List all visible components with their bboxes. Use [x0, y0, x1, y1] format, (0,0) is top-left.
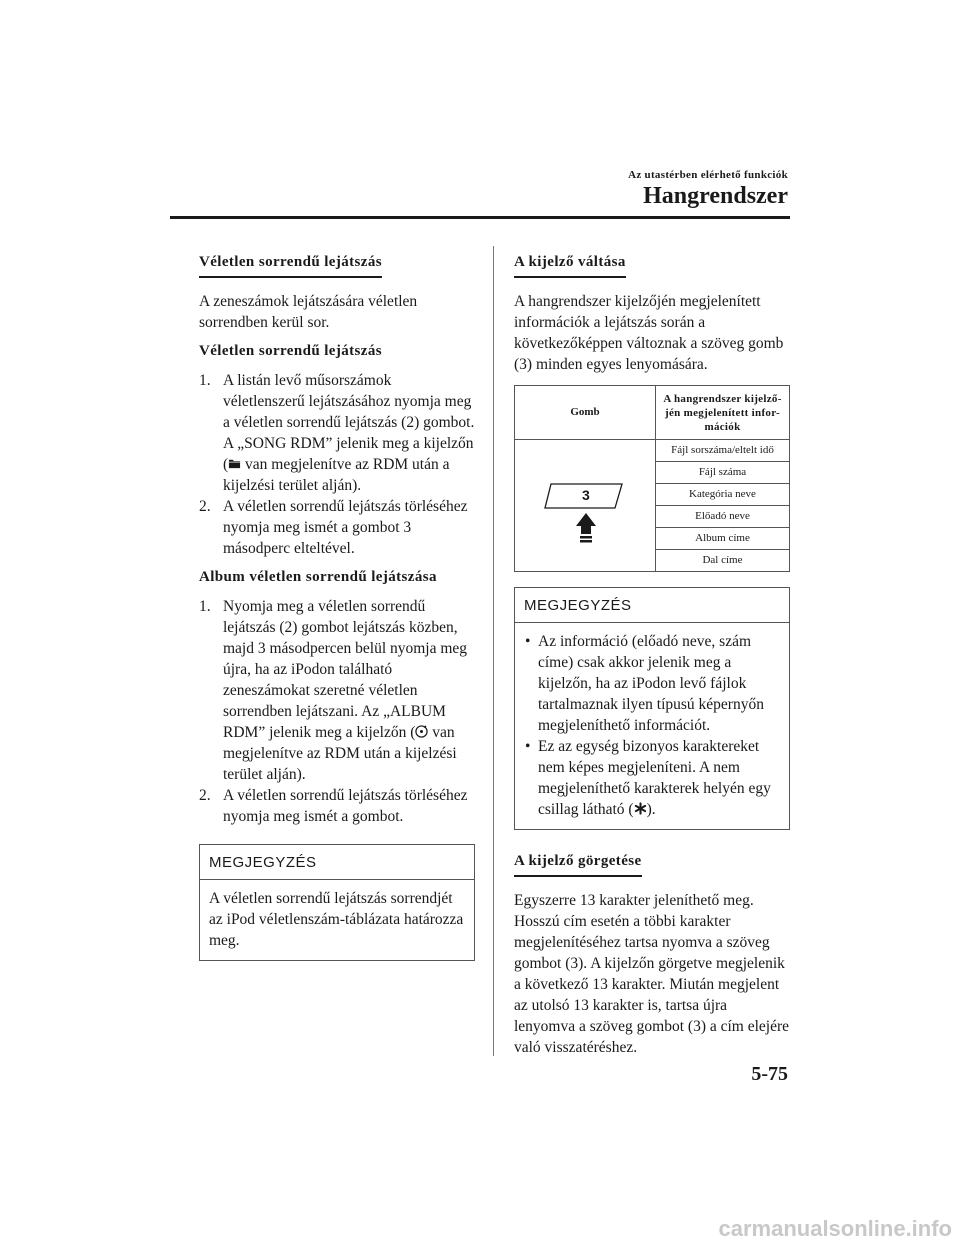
table-row: Kategória neve — [656, 484, 790, 506]
step-item — [199, 370, 475, 496]
table-row: Fájl sorszáma/eltelt idő — [656, 440, 790, 462]
watermark: carmanualsonline.info — [718, 1216, 952, 1241]
note-bullet — [524, 736, 780, 820]
disc-icon — [415, 725, 428, 738]
display-table — [514, 385, 790, 572]
column-divider — [493, 246, 494, 1056]
folder-icon — [228, 457, 241, 470]
step-number: 1. — [199, 598, 211, 615]
step-item — [199, 496, 475, 559]
text-button-illustration — [515, 440, 655, 565]
table-header-info: A hangrendszer kijelző-jén megjelenített infor-mációk — [656, 386, 790, 440]
table-header-button: Gomb — [515, 386, 656, 440]
section-heading-display: A kijelző váltása — [514, 252, 626, 278]
right-column — [514, 251, 790, 1058]
step-item — [199, 596, 475, 785]
step-text: A véletlen sorrendű lejátszás törléséhez nyomja meg ismét a gombot. — [223, 787, 468, 825]
section-heading-random: Véletlen sorrendű lejátszás — [199, 252, 382, 278]
note-bullet — [524, 631, 780, 736]
bullet-marker: • — [525, 738, 531, 755]
step-text: Nyomja meg a véletlen sorrendű lejátszás (2) gombot lejátszás közben, majd 3 másodpercen belül nyomja meg újra, ha az iPodon található zeneszámokat szeretné véletlen sorrendben lejátszani. Az „ALBUM RDM” jelenik meg a kijelzőn ( — [223, 598, 468, 741]
step-text-cont: van megjelenítve az RDM után a kijelzési terület alján). — [223, 724, 457, 783]
step-number: 1. — [199, 372, 211, 389]
table-row: Album címe — [656, 528, 790, 550]
step-number: 2. — [199, 787, 211, 804]
bullet-text: Ez az egység bizonyos karaktereket nem képes megjeleníteni. A nem megjeleníthető karakterek helyén egy csillag látható ( — [538, 738, 771, 818]
step-number: 2. — [199, 498, 211, 515]
subheading-random-play: Véletlen sorrendű lejátszás — [199, 343, 382, 359]
note-title: MEGJEGYZÉS — [515, 588, 789, 623]
bullet-text: Az információ (előadó neve, szám címe) csak akkor jelenik meg a kijelzőn, ha az iPodon levő fájlok tartalmaznak ilyen típusú képernyőn megjeleníthető információt. — [538, 633, 764, 734]
bullet-text-cont: ). — [646, 801, 656, 818]
page-number: 5-75 — [751, 1063, 788, 1085]
running-header-section: Az utastérben elérhető funkciók — [628, 169, 788, 181]
header-rule — [170, 216, 790, 219]
left-column — [199, 251, 475, 961]
bullet-marker: • — [525, 633, 531, 650]
table-row: Előadó neve — [656, 506, 790, 528]
asterisk-icon — [634, 802, 647, 815]
scroll-text: Egyszerre 13 karakter jeleníthető meg. Hosszú cím esetén a többi karakter megjelenítéséhez tartsa nyomva a szöveg gombot (3). A kijelzőn görgetve megjelenik a következő 13 karakter. Miután megjelent az utolsó 13 karakter is, tartsa újra lenyomva a szöveg gombot (3) a cím elejére való visszatéréshez. — [514, 892, 790, 1056]
note-box-left — [199, 844, 475, 961]
note-title: MEGJEGYZÉS — [200, 845, 474, 880]
note-box-right — [514, 587, 790, 830]
display-intro: A hangrendszer kijelzőjén megjelenített információk a lejátszás során a következőképpen változnak a szöveg gomb (3) minden egyes lenyomására. — [514, 293, 784, 373]
step-text: A listán levő műsorszámok véletlenszerű lejátszásához nyomja meg a véletlen sorrendű lejátszás (2) gombot. A „SONG RDM” jelenik meg a kijelzőn ( — [223, 372, 475, 473]
step-text-cont: van megjelenítve az RDM után a kijelzési terület alján). — [223, 456, 450, 494]
section-heading-scroll: A kijelző görgetése — [514, 851, 642, 877]
subheading-album-random: Album véletlen sorrendű lejátszása — [199, 569, 437, 585]
button-illustration-cell — [515, 440, 656, 572]
press-arrow-icon — [576, 513, 596, 543]
table-row: Fájl száma — [656, 462, 790, 484]
step-item — [199, 785, 475, 827]
table-row: Dal címe — [656, 550, 790, 572]
note-text: A véletlen sorrendű lejátszás sorrendjét az iPod véletlenszám-táblázata határozza meg. — [209, 890, 464, 949]
button-number-label: 3 — [582, 487, 590, 503]
step-text: A véletlen sorrendű lejátszás törléséhez nyomja meg ismét a gombot 3 másodperc elteltével. — [223, 498, 468, 557]
running-header-title: Hangrendszer — [643, 183, 788, 209]
random-intro: A zeneszámok lejátszására véletlen sorrendben kerül sor. — [199, 293, 418, 331]
